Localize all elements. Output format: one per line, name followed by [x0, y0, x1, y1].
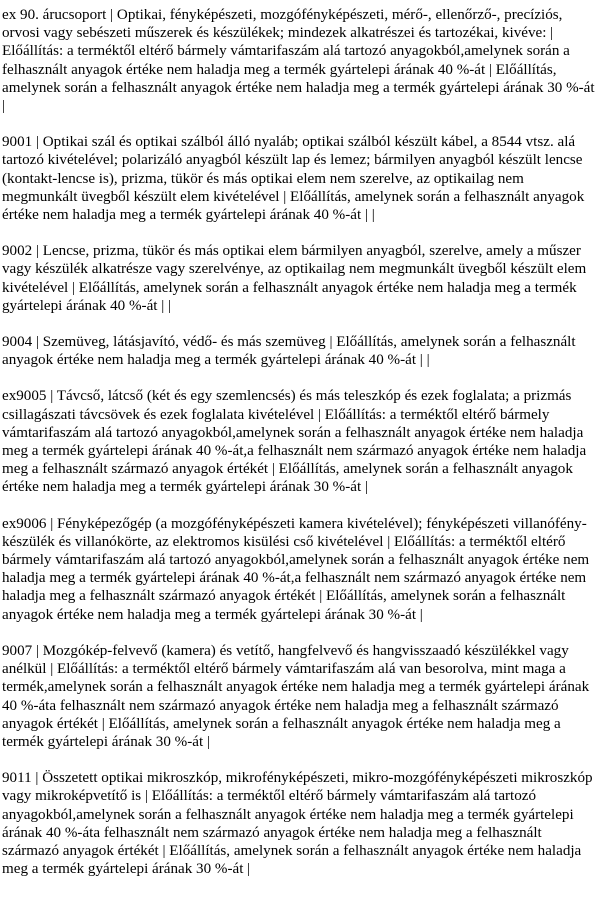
entry-9001: 9001 | Optikai szál és optikai szálból álló nyaláb; optikai szálból készült kábel, a 8544 vtsz. alá tartozó kivételével; polarizáló anyagból készült lap és lemez; bármilyen anyagból készült lencse (kontakt-lencse is), prizma, tükör és más optikai elem nem szerelve, az optikailag nem megmunkált üvegből készült elem kivételével | Előállítás, amelynek során a felhasznált anyagok értéke nem haladja meg a termék gyártelepi árának 40 %-át | | — [2, 134, 585, 224]
entry-ex9006: ex9006 | Fényképezőgép (a mozgófényképészeti kamera kivételével); fényképészeti villanófény-készülék és villanókörte, az elektromos kisülési cső kivételével | Előállítás: a terméktől eltérő bármely vámtarifaszám alá tartozó anyagokból,amelynek során a felhasznált anyagok értéke nem haladja meg a termék gyártelepi árának 40 %-át,a felhasznált nem származó anyagok értéke nem haladja meg a felhasznált származó anyagok értékét | Előállítás, amelynek során a felhasznált anyagok értéke nem haladja meg a termék gyártelepi árának 30 %-át | — [2, 515, 590, 623]
entry-ex9005: ex9005 | Távcső, látcső (két és egy szemlencsés) és más teleszkóp és ezek foglalata; a prizmás csillagászati távcsövek és ezek foglalata kivételével | Előállítás: a terméktől eltérő bármely vámtarifaszám alá tartozó anyagokból,amelynek során a felhasznált anyagok értéke nem haladja meg a termék gyártelepi árának 40 %-át,a felhasznált nem származó anyagok értéke nem haladja meg a felhasznált származó anyagok értékét | Előállítás, amelynek során a felhasznált anyagok értéke nem haladja meg a termék gyártelepi árának 30 %-át | — [2, 388, 587, 496]
document-body — [2, 6, 600, 896]
entry-9002: 9002 | Lencse, prizma, tükör és más optikai elem bármilyen anyagból, szerelve, amely a műszer vagy készülék alkatrésze vagy szerelvénye, az optikailag nem megmunkált üvegből készült elem kivételével | Előállítás, amelynek során a felhasznált anyagok értéke nem haladja meg a termék gyártelepi árának 40 %-át | | — [2, 243, 587, 314]
entry-ex90: ex 90. árucsoport | Optikai, fényképészeti, mozgófényképészeti, mérő-, ellenőrző-, precíziós, orvosi vagy sebészeti műszerek és készülékek; mindezek alkatrészei és tartozékai, kivéve: | Előállítás: a terméktől eltérő bármely vámtarifaszám alá tartozó anyagokból,amelynek során a felhasznált anyagok értéke nem haladja meg a termék gyártelepi árának 40 %-át | Előállítás, amelynek során a felhasznált anyagok értéke nem haladja meg a termék gyártelepi árának 30 %-át | — [2, 7, 595, 115]
entry-9007: 9007 | Mozgókép-felvevő (kamera) és vetítő, hangfelvevő és hangvisszaadó készülékkel vagy anélkül | Előállítás: a terméktől eltérő bármely vámtarifaszám alá van besorolva, mint maga a termék,amelynek során a felhasznált anyagok értéke nem haladja meg a termék gyártelepi árának 40 %-áta felhasznált nem származó anyagok értéke nem haladja meg a felhasznált származó anyagok értékét | Előállítás, amelynek során a felhasznált anyagok értéke nem haladja meg a termék gyártelepi árának 30 %-át | — [2, 642, 590, 750]
entry-9011: 9011 | Összetett optikai mikroszkóp, mikrofényképészeti, mikro-mozgófényképészeti mikroszkóp vagy mikroképvetítő is | Előállítás: a terméktől eltérő bármely vámtarifaszám alá tartozó anyagokból,amelynek során a felhasznált anyagok értéke nem haladja meg a termék gyártelepi árának 40 %-áta felhasznált nem származó anyagok értéke nem haladja meg a felhasznált származó anyagok értékét | Előállítás, amelynek során a felhasznált anyagok értéke nem haladja meg a termék gyártelepi árának 30 %-át | — [2, 770, 593, 878]
entry-9004: 9004 | Szemüveg, látásjavító, védő- és más szemüveg | Előállítás, amelynek során a felhasznált anyagok értéke nem haladja meg a termék gyártelepi árának 40 %-át | | — [2, 334, 576, 369]
